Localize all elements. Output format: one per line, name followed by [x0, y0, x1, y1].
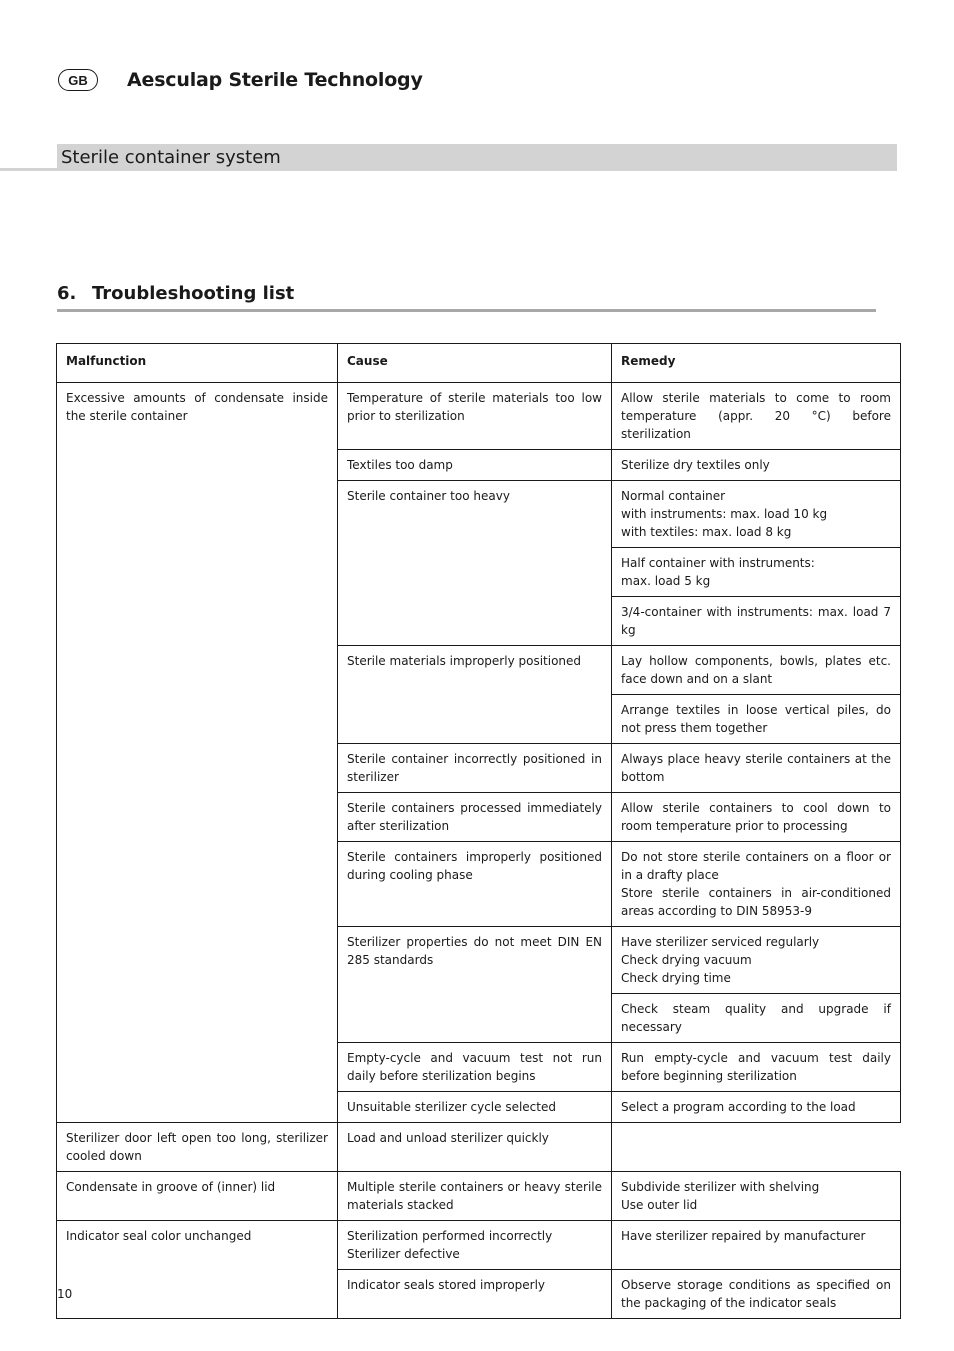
remedy-line: Subdivide sterilizer with shelving [621, 1180, 820, 1194]
cause-cell: Unsuitable sterilizer cycle selected [338, 1092, 612, 1123]
cause-line: Sterilization performed incorrectly [347, 1229, 553, 1243]
chapter-number: 6. [57, 283, 77, 304]
remedy-cell: Sterilize dry textiles only [612, 450, 901, 481]
table-header-row [57, 344, 901, 383]
cause-cell: Sterile containers processed immediately after sterilization [338, 793, 612, 842]
table-row [57, 1172, 901, 1221]
remedy-cell: Load and unload sterilizer quickly [338, 1123, 612, 1172]
table-row [57, 1123, 901, 1172]
remedy-cell: 3/4-container with instruments: max. load 7 kg [612, 597, 901, 646]
cause-cell: Textiles too damp [338, 450, 612, 481]
remedy-cell: Select a program according to the load [612, 1092, 901, 1123]
remedy-cell: Have sterilizer repaired by manufacturer [612, 1221, 901, 1270]
remedy-line: Use outer lid [621, 1198, 698, 1212]
remedy-line: Do not store sterile containers on a floor or in a drafty place [621, 850, 891, 882]
chapter-rule [57, 309, 876, 312]
remedy-cell: Observe storage conditions as specified on the packaging of the indicator seals [612, 1270, 901, 1319]
remedy-cell: Lay hollow components, bowls, plates etc. face down and on a slant [612, 646, 901, 695]
cause-cell: Sterilizer properties do not meet DIN EN 285 standards [338, 927, 612, 1043]
cause-cell: Multiple sterile containers or heavy sterile materials stacked [338, 1172, 612, 1221]
remedy-line: max. load 5 kg [621, 574, 711, 588]
remedy-line: Normal container [621, 489, 726, 503]
table-row [57, 1221, 901, 1270]
header-malfunction: Malfunction [57, 344, 338, 383]
cause-cell: Sterile materials improperly positioned [338, 646, 612, 744]
remedy-cell: Arrange textiles in loose vertical piles, do not press them together [612, 695, 901, 744]
chapter-title-text: Troubleshooting list [92, 283, 295, 304]
remedy-cell [612, 927, 901, 994]
remedy-cell: Allow sterile containers to cool down to room temperature prior to processing [612, 793, 901, 842]
cause-cell [338, 1221, 612, 1270]
section-title: Sterile container system [61, 147, 281, 168]
remedy-line: Store sterile containers in air-conditioned areas according to DIN 58953-9 [621, 886, 891, 918]
header-cause: Cause [338, 344, 612, 383]
remedy-cell: Run empty-cycle and vacuum test daily before beginning sterilization [612, 1043, 901, 1092]
remedy-cell: Allow sterile materials to come to room temperature (appr. 20 °C) before sterilization [612, 383, 901, 450]
cause-cell: Sterile containers improperly positioned during cooling phase [338, 842, 612, 927]
cause-cell: Empty-cycle and vacuum test not run daily before sterilization begins [338, 1043, 612, 1092]
cause-cell: Sterilizer door left open too long, sterilizer cooled down [57, 1123, 338, 1172]
malfunction-cell: Condensate in groove of (inner) lid [57, 1172, 338, 1221]
page-number: 10 [57, 1287, 73, 1301]
remedy-cell [612, 842, 901, 927]
header-remedy: Remedy [612, 344, 901, 383]
page-header [58, 66, 423, 94]
remedy-cell [612, 481, 901, 548]
language-badge: GB [58, 69, 98, 91]
malfunction-cell: Indicator seal color unchanged [57, 1221, 338, 1319]
remedy-line: Check drying time [621, 971, 731, 985]
remedy-cell [612, 548, 901, 597]
cause-cell: Temperature of sterile materials too low prior to sterilization [338, 383, 612, 450]
cause-line: Sterilizer defective [347, 1247, 460, 1261]
remedy-cell [612, 1172, 901, 1221]
brand-title: Aesculap Sterile Technology [127, 69, 423, 91]
cause-cell: Indicator seals stored improperly [338, 1270, 612, 1319]
cause-cell: Sterile container too heavy [338, 481, 612, 646]
remedy-line: Have sterilizer serviced regularly [621, 935, 820, 949]
troubleshooting-table [56, 343, 901, 1319]
remedy-line: with instruments: max. load 10 kg [621, 507, 828, 521]
section-band-extension [0, 168, 60, 171]
remedy-cell: Always place heavy sterile containers at the bottom [612, 744, 901, 793]
remedy-line: with textiles: max. load 8 kg [621, 525, 792, 539]
chapter-title [57, 283, 294, 304]
malfunction-cell: Excessive amounts of condensate inside the sterile container [57, 383, 338, 1123]
remedy-line: Check drying vacuum [621, 953, 752, 967]
table-row [57, 383, 901, 450]
remedy-cell: Check steam quality and upgrade if necessary [612, 994, 901, 1043]
cause-cell: Sterile container incorrectly positioned in sterilizer [338, 744, 612, 793]
remedy-line: Half container with instruments: [621, 556, 815, 570]
